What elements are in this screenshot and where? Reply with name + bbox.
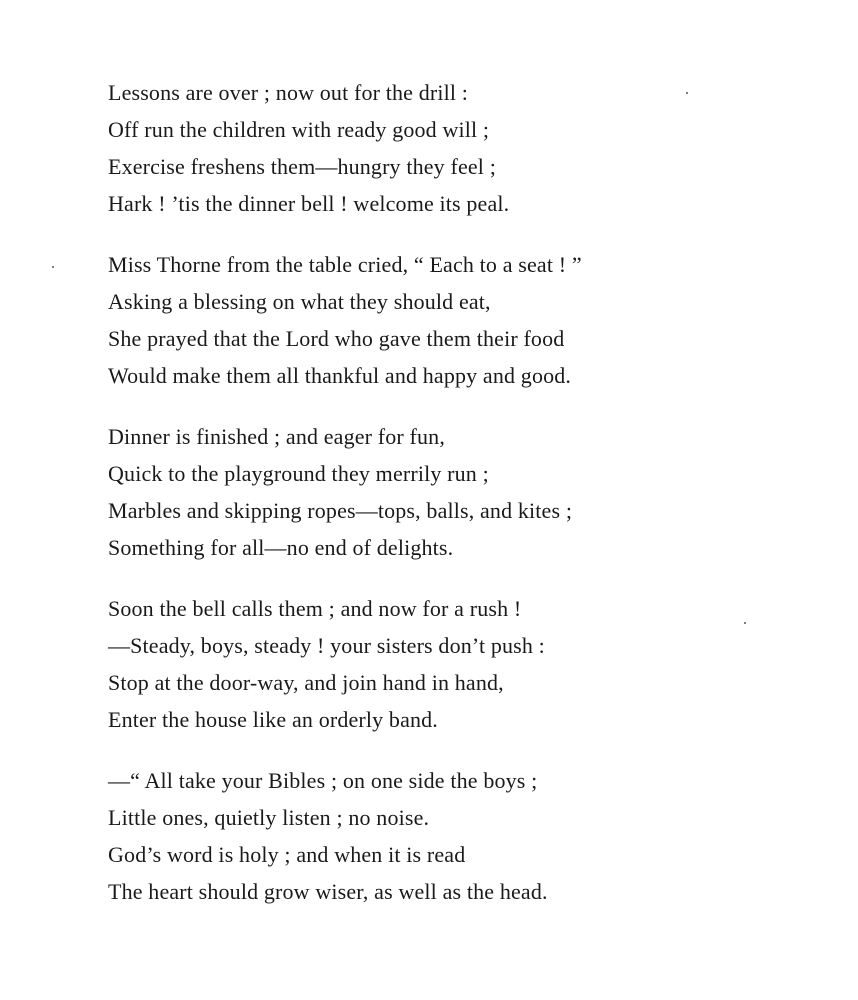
- poem-line: Stop at the door-way, and join hand in hand,: [108, 670, 504, 695]
- poem-line: Miss Thorne from the table cried, “ Each to a seat ! ”: [108, 252, 582, 277]
- poem-line: Little ones, quietly listen ; no noise.: [108, 805, 430, 830]
- poem-line: Hark ! ’tis the dinner bell ! welcome its peal.: [108, 191, 510, 216]
- poem-line: —“ All take your Bibles ; on one side the boys ;: [108, 768, 538, 793]
- poem-line: She prayed that the Lord who gave them their food: [108, 326, 565, 351]
- poem-line: Exercise freshens them—hungry they feel ;: [108, 154, 496, 179]
- paper-speck: [686, 92, 688, 94]
- poem-line: Something for all—no end of delights.: [108, 535, 454, 560]
- poem-line: Soon the bell calls them ; and now for a rush !: [108, 596, 522, 621]
- poem-line: Enter the house like an orderly band.: [108, 707, 438, 732]
- stanza-3: [108, 418, 808, 566]
- poem-line: Dinner is finished ; and eager for fun,: [108, 424, 445, 449]
- poem-line: Lessons are over ; now out for the drill :: [108, 80, 469, 105]
- poem-line: —Steady, boys, steady ! your sisters don’t push :: [108, 633, 545, 658]
- poem-line: Would make them all thankful and happy and good.: [108, 363, 572, 388]
- poem-line: Quick to the playground they merrily run ;: [108, 461, 489, 486]
- poem-line: Asking a blessing on what they should eat,: [108, 289, 491, 314]
- poem-line: The heart should grow wiser, as well as the head.: [108, 879, 548, 904]
- paper-speck: [52, 266, 54, 268]
- poem-line: Marbles and skipping ropes—tops, balls, and kites ;: [108, 498, 573, 523]
- stanza-4: [108, 590, 808, 738]
- paper-speck: [744, 622, 746, 624]
- stanza-2: [108, 246, 808, 394]
- poem-line: Off run the children with ready good will ;: [108, 117, 490, 142]
- poem-line: God’s word is holy ; and when it is read: [108, 842, 466, 867]
- stanza-1: [108, 74, 808, 222]
- stanza-5: [108, 762, 808, 910]
- poem: [108, 74, 808, 934]
